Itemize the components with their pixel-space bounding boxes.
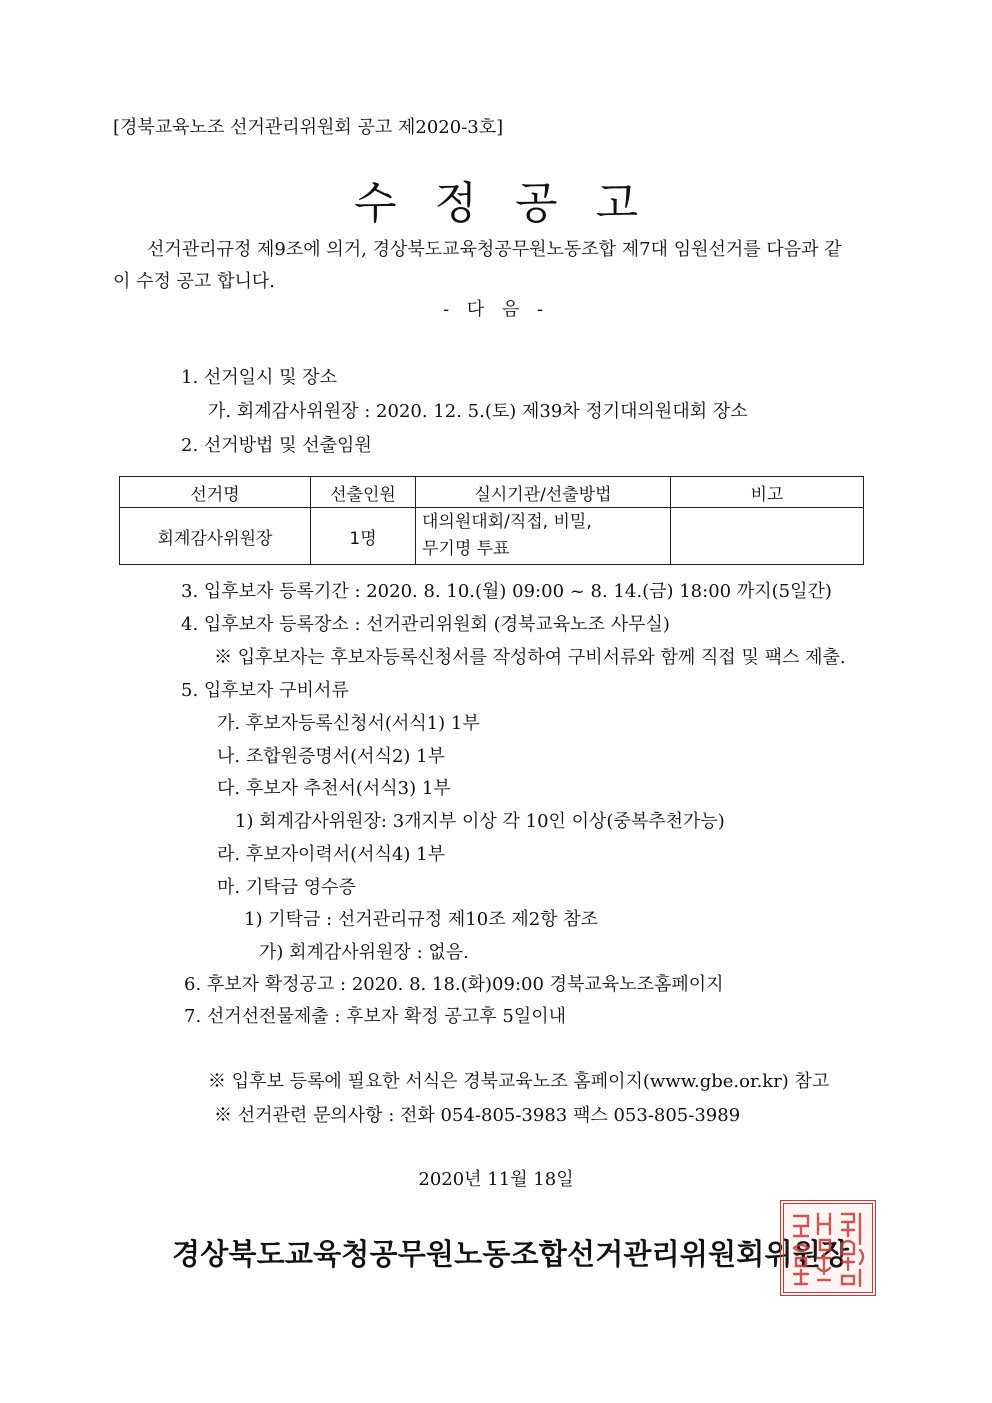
section-1-heading: 1. 선거일시 및 장소 xyxy=(181,367,338,388)
section-4-note: ※ 입후보자는 후보자등록신청서를 작성하여 구비서류와 함께 직접 및 팩스 제출. xyxy=(214,647,846,668)
intro-line-1: 선거관리규정 제9조에 의거, 경상북도교육청공무원노동조합 제7대 임원선거를 다음과 같 xyxy=(147,239,842,260)
table-row xyxy=(120,508,864,565)
method-line-2: 무기명 투표 xyxy=(422,539,510,559)
section-5-item-ma: 마. 기탁금 영수증 xyxy=(217,877,356,898)
table-header-cell: 실시기관/선출방법 xyxy=(416,477,671,508)
section-5-item-na: 나. 조합원증명서(서식2) 1부 xyxy=(217,746,445,767)
section-4: 4. 입후보자 등록장소 : 선거관리위원회 (경북교육노조 사무실) xyxy=(181,614,670,635)
cell-method xyxy=(416,508,671,565)
election-table xyxy=(119,476,864,565)
section-7: 7. 선거선전물제출 : 후보자 확정 공고후 5일이내 xyxy=(184,1006,567,1027)
signer-title: 경상북도교육청공무원노동조합선거관리위원회위원장 xyxy=(172,1237,850,1271)
da-eum-label: - 다 음 - xyxy=(442,299,550,320)
section-5-item-ga: 가. 후보자등록신청서(서식1) 1부 xyxy=(217,713,480,734)
method-line-1: 대의원대회/직접, 비밀, xyxy=(422,512,592,532)
section-5-item-ma-1-ga: 가) 회계감사위원장 : 없음. xyxy=(259,942,469,963)
notice-title: 수정공고 xyxy=(353,178,676,229)
cell-remark xyxy=(671,508,864,565)
section-5-heading: 5. 입후보자 구비서류 xyxy=(181,680,349,701)
section-6: 6. 후보자 확정공고 : 2020. 8. 18.(화)09:00 경북교육노조홈페이지 xyxy=(184,974,724,995)
cell-election-name: 회계감사위원장 xyxy=(120,508,311,565)
section-5-item-da-1: 1) 회계감사위원장: 3개지부 이상 각 10인 이상(중복추천가능) xyxy=(235,811,725,832)
section-1-item-ga: 가. 회계감사위원장 : 2020. 12. 5.(토) 제39차 정기대의원대회 장소 xyxy=(208,401,748,422)
contact-note: ※ 선거관련 문의사항 : 전화 054-805-3983 팩스 053-805-3989 xyxy=(214,1105,741,1126)
table-header-cell: 선거명 xyxy=(120,477,311,508)
section-5-item-da: 다. 후보자 추천서(서식3) 1부 xyxy=(217,778,451,799)
section-5-item-ra: 라. 후보자이력서(서식4) 1부 xyxy=(217,844,445,865)
section-5-item-ma-1: 1) 기탁금 : 선거관리규정 제10조 제2항 참조 xyxy=(244,909,599,930)
section-3: 3. 입후보자 등록기간 : 2020. 8. 10.(월) 09:00 ~ 8. 14.(금) 18:00 까지(5일간) xyxy=(181,581,832,602)
notice-date: 2020년 11월 18일 xyxy=(418,1169,574,1190)
official-seal-icon xyxy=(780,1200,876,1296)
forms-note: ※ 입후보 등록에 필요한 서식은 경북교육노조 홈페이지(www.gbe.or.kr) 참고 xyxy=(208,1071,830,1092)
table-header-cell: 선출인원 xyxy=(311,477,416,508)
table-header-cell: 비고 xyxy=(671,477,864,508)
table-header-row xyxy=(120,477,864,508)
section-2-heading: 2. 선거방법 및 선출임원 xyxy=(181,435,372,456)
cell-elect-count: 1명 xyxy=(311,508,416,565)
notice-reference-number: [경북교육노조 선거관리위원회 공고 제2020-3호] xyxy=(113,117,504,138)
intro-line-2: 이 수정 공고 합니다. xyxy=(113,271,275,292)
